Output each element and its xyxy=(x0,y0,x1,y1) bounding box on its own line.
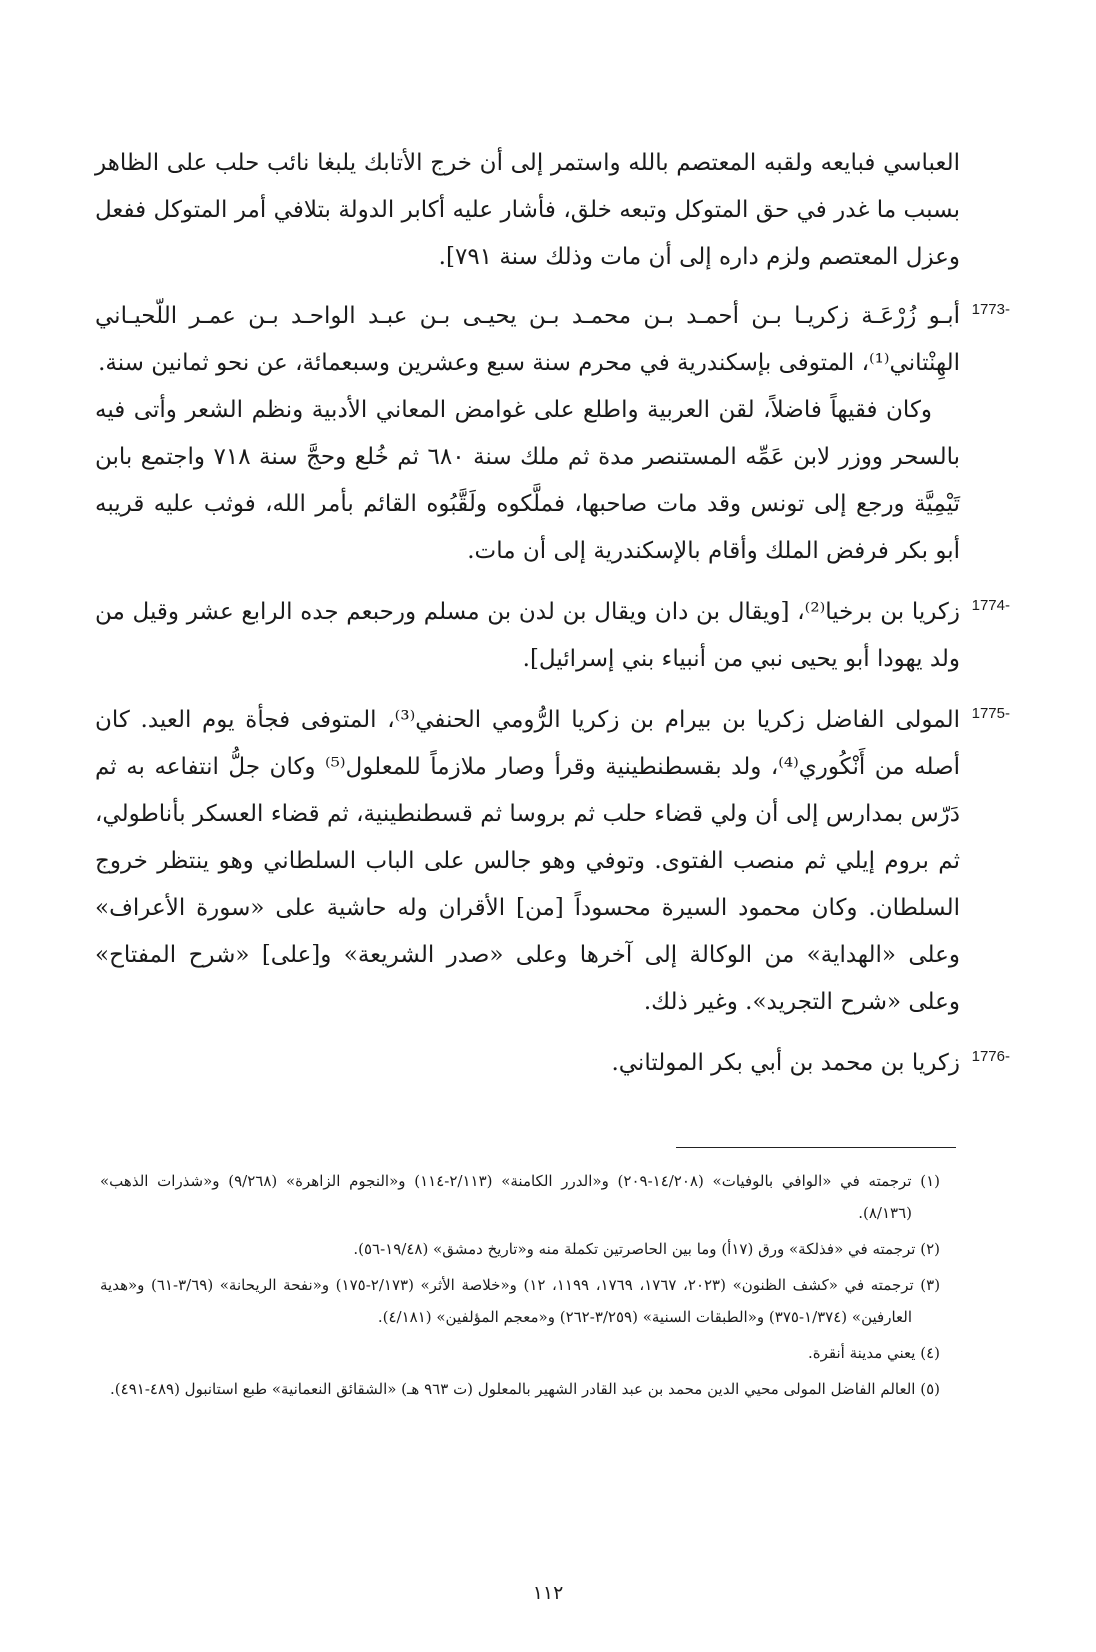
entry-1775 xyxy=(95,697,1010,1026)
entry-heading: زكريا بن برخيا⁽²⁾، [ويقال بن دان ويقال بن لدن بن مسلم ورحبعم جده الرابع عشر وقيل من ولد يهودا أبو يحيى نبي من أنبياء بني إسرائيل]. xyxy=(95,599,960,672)
footnote-2: (٢) ترجمته في «فذلكة» ورق (١٧أ) وما بين الحاصرتين تكملة منه و«تاريخ دمشق» (١٩/٤٨-٥٦). xyxy=(353,1240,940,1258)
entry-heading: زكريا بن محمد بن أبي بكر المولتاني. xyxy=(611,1050,960,1076)
entry-number: 1773- xyxy=(971,301,1010,318)
entry-1773 xyxy=(95,293,1010,575)
intro-paragraph: العباسي فبايعه ولقبه المعتصم بالله واستمر إلى أن خرج الأتابك يلبغا نائب حلب على الظاهر بسبب ما غدر في حق المتوكل وتبعه خلق، فأشار عليه أكابر الدولة بتلافي أمر المتوكل ففعل وعزل المعتصم ولزم داره إلى أن مات وذلك سنة ٧٩١]. xyxy=(95,150,960,270)
footnote-3: (٣) ترجمته في «كشف الظنون» (٢٠٢٣، ١٧٦٧، ١٧٦٩، ١١٩٩، ١٢) و«خلاصة الأثر» (٢/١٧٣-١٧٥) و«نفحة الريحانة» (٣/٦٩-٦١) و«هدية العارفين» (١/٣٧٤-٣٧٥) و«الطبقات السنية» (٣/٢٥٩-٢٦٢) و«معجم المؤلفين» (٤/١٨١). xyxy=(100,1276,941,1326)
main-text xyxy=(95,140,1010,1101)
footnote-5: (٥) العالم الفاضل المولى محيي الدين محمد بن عبد القادر الشهير بالمعلول (ت ٩٦٣ هـ) «الشقائق النعمانية» طبع استانبول (٤٨٩-٤٩١). xyxy=(110,1380,940,1398)
footnote-4: (٤) يعني مدينة أنقرة. xyxy=(807,1344,940,1362)
footnotes xyxy=(100,1165,940,1409)
entry-1774 xyxy=(95,589,1010,683)
page-number: ١١٢ xyxy=(532,1582,564,1604)
footnote-1: (١) ترجمته في «الوافي بالوفيات» (١٤/٢٠٨-٢٠٩) و«الدرر الكامنة» (٢/١١٣-١١٤) و«النجوم الزاهرة» (٩/٢٦٨) و«شذرات الذهب» (٨/١٣٦). xyxy=(100,1172,940,1222)
entry-1776 xyxy=(95,1040,1010,1087)
entry-heading: المولى الفاضل زكريا بن بيرام بن زكريا الرُّومي الحنفي⁽³⁾، المتوفى فجأة يوم العيد. كان أصله من أَنْكُوري⁽⁴⁾، ولد بقسطنطينية وقرأ وصار ملازماً للمعلول⁽⁵⁾ وكان جلُّ انتفاعه به ثم دَرّس بمدارس إلى أن ولي قضاء حلب ثم بروسا ثم قسطنطينية، ثم قضاء العسكر بأناطولي، ثم بروم إيلي ثم منصب الفتوى. وتوفي وهو جالس على الباب السلطاني وهو ينتظر خروج السلطان. وكان محمود السيرة محسوداً [من] الأقران وله حاشية على «سورة الأعراف» وعلى «الهداية» من الوكالة إلى آخرها وعلى «صدر الشريعة» و[على] «شرح المفتاح» وعلى «شرح التجريد». وغير ذلك. xyxy=(95,707,960,1015)
entry-number: 1774- xyxy=(971,597,1010,614)
entry-number: 1776- xyxy=(971,1048,1010,1065)
entry-body: وكان فقيهاً فاضلاً، لقن العربية واطلع على غوامض المعاني الأدبية ونظم الشعر وأتى فيه بالسحر ووزر لابن عَمِّه المستنصر مدة ثم ملك سنة ٦٨٠ ثم خُلع وحجَّ سنة ٧١٨ واجتمع بابن تَيْمِيَّة ورجع إلى تونس وقد مات صاحبها، فملَّكوه ولَقَّبُوه القائم بأمر الله، فوثب عليه قريبه أبو بكر فرفض الملك وأقام بالإسكندرية إلى أن مات. xyxy=(95,397,960,564)
entry-number: 1775- xyxy=(971,705,1010,722)
entry-heading: أبـو زُرْعَـة زكريـا بـن أحمـد بـن محمـد بـن يحيـى بـن عبـد الواحـد بـن عمـر اللّحيـاني الهِنْتاني⁽¹⁾، المتوفى بإسكندرية في محرم سنة سبع وعشرين وسبعمائة، عن نحو ثمانين سنة. xyxy=(95,303,960,376)
footnote-divider xyxy=(676,1147,956,1148)
